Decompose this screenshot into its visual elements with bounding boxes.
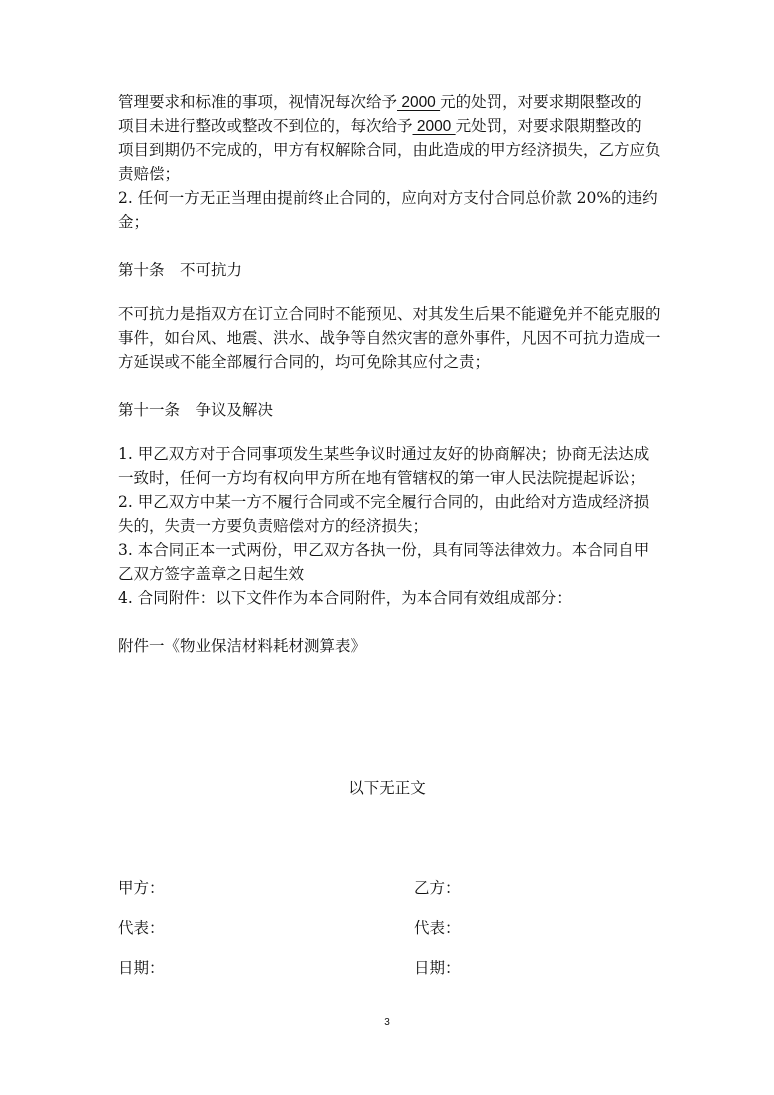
- dispute-item-2-line-1: 2. 甲乙双方中某一方不履行合同或不完全履行合同的，由此给对方造成经济损: [118, 493, 650, 511]
- text-segment: 管理要求和标准的事项，视情况每次给予: [118, 93, 398, 111]
- text-segment: 项目未进行整改或整改不到位的，每次给予: [118, 117, 413, 135]
- article-11-heading: 第十一条 争议及解决: [118, 401, 274, 419]
- page-number: 3: [384, 1017, 390, 1028]
- termination-clause-line-1: 2. 任何一方无正当理由提前终止合同的，应向对方支付合同总价款 20%的违约: [118, 189, 658, 207]
- date-b-label: 日期：: [414, 959, 461, 977]
- penalty-amount: 2000: [412, 118, 456, 135]
- text-segment: 元处罚，对要求限期整改的: [455, 117, 642, 135]
- dispute-item-3-line-1: 3. 本合同正本一式两份，甲乙双方各执一份，具有同等法律效力。本合同自甲: [118, 541, 650, 559]
- attachment-reference: 附件一《物业保洁材料耗材测算表》: [118, 637, 367, 655]
- penalty-line-3: 项目到期仍不完成的，甲方有权解除合同，由此造成的甲方经济损失，乙方应负: [118, 141, 661, 159]
- force-majeure-line-3: 方延误或不能全部履行合同的，均可免除其应付之责；: [118, 353, 491, 371]
- text-segment: 元的处罚，对要求期限整改的: [440, 93, 642, 111]
- representative-a-label: 代表：: [118, 919, 165, 937]
- representative-b-label: 代表：: [414, 919, 461, 937]
- end-of-text-note: 以下无正文: [348, 779, 426, 797]
- penalty-line-2: [118, 116, 658, 137]
- dispute-item-2-line-2: 失的，失责一方要负责赔偿对方的经济损失；: [118, 517, 429, 535]
- termination-clause-line-2: 金；: [118, 213, 150, 231]
- dispute-item-3-line-2: 乙双方签字盖章之日起生效: [118, 565, 305, 583]
- dispute-item-1-line-1: 1. 甲乙双方对于合同事项发生某些争议时通过友好的协商解决；协商无法达成: [118, 445, 650, 463]
- dispute-item-1-line-2: 一致时，任何一方均有权向甲方所在地有管辖权的第一审人民法院提起诉讼；: [118, 469, 646, 487]
- article-10-heading: 第十条 不可抗力: [118, 261, 243, 279]
- penalty-line-1: [118, 92, 658, 113]
- penalty-amount: 2000: [397, 94, 441, 111]
- penalty-line-4: 责赔偿；: [118, 165, 181, 183]
- dispute-item-4-line-1: 4. 合同附件：以下文件作为本合同附件，为本合同有效组成部分：: [118, 589, 572, 607]
- party-b-label: 乙方：: [414, 879, 461, 897]
- force-majeure-line-1: 不可抗力是指双方在订立合同时不能预见、对其发生后果不能避免并不能克服的: [118, 305, 661, 323]
- date-a-label: 日期：: [118, 959, 165, 977]
- party-a-label: 甲方：: [118, 879, 165, 897]
- force-majeure-line-2: 事件，如台风、地震、洪水、战争等自然灾害的意外事件，凡因不可抗力造成一: [118, 329, 661, 347]
